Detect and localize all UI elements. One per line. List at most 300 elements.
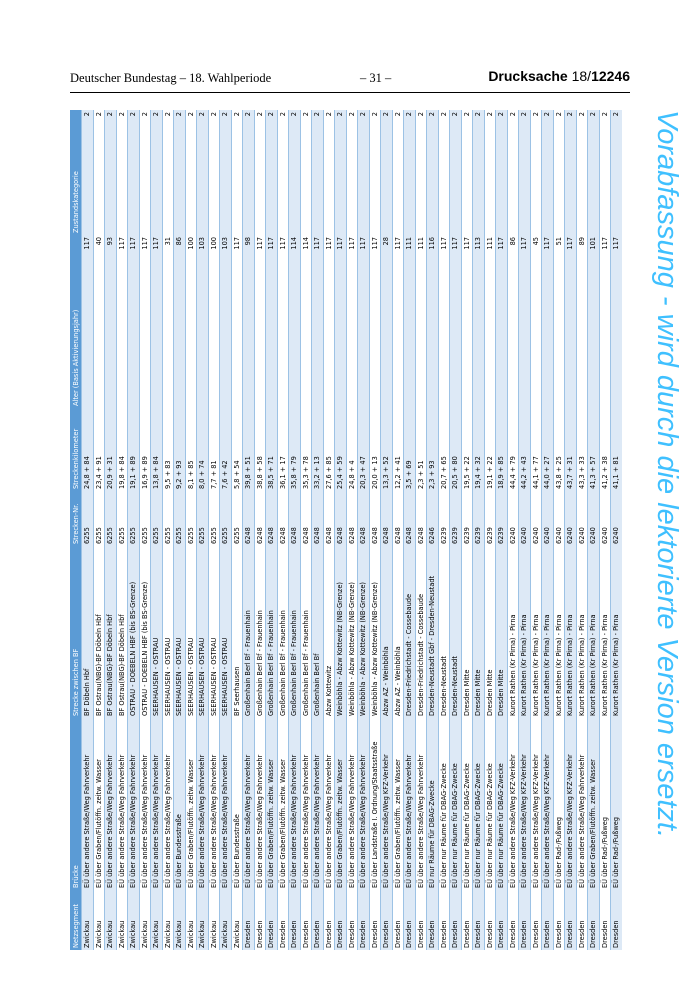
table-row [266, 110, 278, 950]
table-cell: 6255 [93, 491, 105, 546]
table-row [599, 110, 611, 950]
table-cell: Dresden [565, 890, 577, 950]
table-cell: EÜ über andere Straße/Weg Fahrverkehr [312, 718, 324, 890]
table-cell: 6248 [358, 491, 370, 546]
table-row [450, 110, 462, 950]
table-cell: Dresden [266, 890, 278, 950]
table-cell: 2 [507, 110, 519, 235]
table-cell: EÜ über Graben/Flutöffn. zeitw. Wasser [185, 718, 197, 890]
table-cell: Großenhain Berl Bf - Frauenhain [289, 546, 301, 718]
table-cell: Dresden [438, 890, 450, 950]
table-cell: 24,8 + 84 [82, 408, 94, 491]
table-cell: Dresden [277, 890, 289, 950]
table-cell: 6255 [185, 491, 197, 546]
table-cell: 117 [438, 235, 450, 408]
table-cell: Dresden Mitte [496, 546, 508, 718]
table-cell: 5,8 + 54 [231, 408, 243, 491]
table-cell: 2 [484, 110, 496, 235]
table-cell: Dresden Mitte [461, 546, 473, 718]
table-row [243, 110, 255, 950]
table-cell: Dresden [392, 890, 404, 950]
table-cell: 2 [415, 110, 427, 235]
table-cell: 117 [323, 235, 335, 408]
table-cell: 86 [174, 235, 186, 408]
table-cell: Dresden [611, 890, 623, 950]
table-cell: 41,2 + 38 [599, 408, 611, 491]
table-cell: 111 [404, 235, 416, 408]
table-cell: 2 [197, 110, 209, 235]
table-cell: Großenhain Berl Bf - Frauenhain [266, 546, 278, 718]
table-cell: 2 [346, 110, 358, 235]
table-cell: 6240 [565, 491, 577, 546]
table-cell: EÜ über andere Straße/Weg KFZ-Verkehr [530, 718, 542, 890]
table-cell: 20,7 + 65 [438, 408, 450, 491]
table-cell: 6248 [392, 491, 404, 546]
table-cell: BF Ostrau(NBG)-BF Döbeln Hbf [105, 546, 117, 718]
table-cell: Dresden [289, 890, 301, 950]
table-cell: 2 [93, 110, 105, 235]
table-cell: SEERHAUSEN - OSTRAU [220, 546, 232, 718]
table-cell: Dresden [542, 890, 554, 950]
table-cell: EÜ über andere Straße/Weg Fahrverkehr [139, 718, 151, 890]
table-cell: 2 [208, 110, 220, 235]
table-cell: EÜ über andere Straße/Weg Fahrverkehr [128, 718, 140, 890]
table-cell: 6239 [484, 491, 496, 546]
table-cell: EÜ nur Räume für DBAG-Zwecke [427, 718, 439, 890]
table-cell: EÜ über andere Straße/Weg Fahrverkehr [105, 718, 117, 890]
table-cell: BF Ostrau(NBG)-BF Döbeln Hbf [93, 546, 105, 718]
table-cell: EÜ über andere Straße/Weg Fahrverkehr [323, 718, 335, 890]
table-cell: 6239 [496, 491, 508, 546]
table-row [289, 110, 301, 950]
table-cell: 44,4 + 79 [507, 408, 519, 491]
table-row [231, 110, 243, 950]
table-container [70, 110, 622, 950]
table-cell: Dresden [323, 890, 335, 950]
table-cell: 117 [599, 235, 611, 408]
table-cell: Dresden [335, 890, 347, 950]
page-header [70, 68, 630, 88]
table-cell: 6255 [208, 491, 220, 546]
table-cell: 20,5 + 80 [450, 408, 462, 491]
table-cell: 2 [151, 110, 163, 235]
table-cell: EÜ über andere Straße/Weg Fahrverkehr [116, 718, 128, 890]
table-cell: 86 [507, 235, 519, 408]
table-row [335, 110, 347, 950]
table-cell: 6239 [461, 491, 473, 546]
table-cell: Kurort Rathen (Kr Pirna) - Pirna [553, 546, 565, 718]
table-cell: BF Döbeln Hbf [82, 546, 94, 718]
table-cell: 2 [162, 110, 174, 235]
table-row [358, 110, 370, 950]
table-cell: EÜ über andere Straße/Weg Fahrverkehr [243, 718, 255, 890]
table-cell: Kurort Rathen (Kr Pirna) - Pirna [611, 546, 623, 718]
table-row [82, 110, 94, 950]
table-cell: EÜ über andere Straße/Weg KFZ-Verkehr [519, 718, 531, 890]
table-cell: 45 [530, 235, 542, 408]
table-cell: 19,1 + 22 [484, 408, 496, 491]
header-rule [70, 92, 630, 93]
table-cell: 117 [335, 235, 347, 408]
table-cell: Kurort Rathen (Kr Pirna) - Pirna [576, 546, 588, 718]
table-cell: 100 [208, 235, 220, 408]
table-cell: 6255 [128, 491, 140, 546]
table-cell: Großenhain Berl Bf - Frauenhain [254, 546, 266, 718]
table-cell: 6248 [254, 491, 266, 546]
table-cell: Dresden [381, 890, 393, 950]
table-cell: 2 [542, 110, 554, 235]
table-cell: SEERHAUSEN - OSTRAU [208, 546, 220, 718]
table-cell: Dresden [369, 890, 381, 950]
table-cell: 6255 [197, 491, 209, 546]
table-cell: 6248 [289, 491, 301, 546]
table-cell: Dresden [404, 890, 416, 950]
table-cell: 36,1 + 17 [277, 408, 289, 491]
table-cell: EÜ über nur Räume für DBAG-Zwecke [461, 718, 473, 890]
table-cell: 43,7 + 31 [565, 408, 577, 491]
table-cell: 6240 [530, 491, 542, 546]
table-cell: 93 [105, 235, 117, 408]
table-row [105, 110, 117, 950]
table-row [588, 110, 600, 950]
table-cell: 117 [231, 235, 243, 408]
table-cell: 89 [576, 235, 588, 408]
table-cell: Dresden [530, 890, 542, 950]
table-cell: 2 [128, 110, 140, 235]
table-cell: 6240 [542, 491, 554, 546]
table-cell: 44,0 + 27 [542, 408, 554, 491]
table-row [220, 110, 232, 950]
table-cell: 116 [427, 235, 439, 408]
table-cell: 2 [530, 110, 542, 235]
table-cell: Dresden [300, 890, 312, 950]
table-row [185, 110, 197, 950]
table-cell: 2 [277, 110, 289, 235]
table-cell: Dresden [461, 890, 473, 950]
table-cell: 113 [473, 235, 485, 408]
column-header: Netzsegment [70, 890, 82, 950]
table-cell: SEERHAUSEN - OSTRAU [185, 546, 197, 718]
table-cell: 2 [553, 110, 565, 235]
table-cell: 2 [231, 110, 243, 235]
table-cell: Kurort Rathen (Kr Pirna) - Pirna [542, 546, 554, 718]
draft-watermark: Vorabfassung - wird durch die lektorierte Version ersetzt. [651, 110, 683, 839]
table-cell: 2 [185, 110, 197, 235]
table-row [208, 110, 220, 950]
table-cell: Abzw AZ - Weinböhla [392, 546, 404, 718]
table-cell: 117 [254, 235, 266, 408]
table-cell: Zwickau [162, 890, 174, 950]
table-cell: 2 [519, 110, 531, 235]
table-row [139, 110, 151, 950]
table-cell: EÜ über andere Straße/Weg Fahrverkehr [208, 718, 220, 890]
table-cell: Dresden-Friedrichstadt - Cossebaude [415, 546, 427, 718]
table-row [461, 110, 473, 950]
table-row [496, 110, 508, 950]
table-cell: 6240 [611, 491, 623, 546]
table-cell: 16,9 + 89 [139, 408, 151, 491]
table-cell: Weinböhla - Abzw Kottewitz (NB-Grenze) [369, 546, 381, 718]
table-cell: 19,5 + 22 [461, 408, 473, 491]
table-cell: Dresden [473, 890, 485, 950]
table-cell: 6255 [162, 491, 174, 546]
table-cell: 6239 [450, 491, 462, 546]
table-cell: 8,0 + 74 [197, 408, 209, 491]
table-cell: Weinböhla - Abzw Kottewitz (NB-Grenze) [346, 546, 358, 718]
table-cell: 111 [415, 235, 427, 408]
table-cell: 35,3 + 78 [300, 408, 312, 491]
column-header: Zustandskategorie [70, 110, 82, 235]
table-cell: 103 [197, 235, 209, 408]
table-row [369, 110, 381, 950]
table-cell: 6248 [277, 491, 289, 546]
table-cell: 2 [289, 110, 301, 235]
table-cell: EÜ über Graben/Flutöffn. zeitw. Wasser [266, 718, 278, 890]
table-cell: EÜ über Landstraße I. Ordnung/Staatsstraße [369, 718, 381, 890]
table-cell: 13,3 + 52 [381, 408, 393, 491]
table-row [174, 110, 186, 950]
table-cell: 2 [105, 110, 117, 235]
table-cell: 117 [450, 235, 462, 408]
table-cell: Großenhain Berl Bf [312, 546, 324, 718]
table-cell: EÜ über Rad-/Fußweg [599, 718, 611, 890]
table-cell: 117 [277, 235, 289, 408]
table-cell: 2 [427, 110, 439, 235]
table-cell: 117 [392, 235, 404, 408]
table-cell: 6240 [576, 491, 588, 546]
table-cell: Dresden-Neustadt Gbf - Dresden-Neustadt [427, 546, 439, 718]
table-cell: 2 [116, 110, 128, 235]
table-cell: Kurort Rathen (Kr Pirna) - Pirna [599, 546, 611, 718]
table-row [576, 110, 588, 950]
table-row [116, 110, 128, 950]
table-cell: 6248 [300, 491, 312, 546]
table-cell: Dresden [553, 890, 565, 950]
table-cell: EÜ über andere Straße/Weg Fahrverkehr [151, 718, 163, 890]
table-cell: EÜ über Bundesstraße [174, 718, 186, 890]
table-cell: Zwickau [220, 890, 232, 950]
table-cell: 19,8 + 84 [116, 408, 128, 491]
table-header-row [70, 110, 82, 950]
table-cell: 44,2 + 43 [519, 408, 531, 491]
table-cell: EÜ über andere Straße/Weg Fahrverkehr [576, 718, 588, 890]
table-cell: 6239 [473, 491, 485, 546]
table-cell: 117 [312, 235, 324, 408]
table-cell: Zwickau [151, 890, 163, 950]
table-cell: SEERHAUSEN - OSTRAU [162, 546, 174, 718]
table-cell: 2 [565, 110, 577, 235]
table-cell: 6255 [105, 491, 117, 546]
table-cell: 111 [484, 235, 496, 408]
column-header: Alter (Basis Aktivierungsjahr) [70, 235, 82, 408]
table-row [438, 110, 450, 950]
table-row [277, 110, 289, 950]
table-cell: SEERHAUSEN - OSTRAU [197, 546, 209, 718]
table-cell: OSTRAU - DOEBELN HBF (bis BS-Grenze) [128, 546, 140, 718]
table-row [565, 110, 577, 950]
header-publication: Deutscher Bundestag – 18. Wahlperiode [70, 71, 272, 85]
table-cell: 117 [346, 235, 358, 408]
column-header: Brücke [70, 718, 82, 890]
table-cell: 114 [300, 235, 312, 408]
table-row [507, 110, 519, 950]
table-cell: 6248 [346, 491, 358, 546]
table-cell: 117 [82, 235, 94, 408]
rotated-table-frame [70, 110, 622, 950]
table-cell: 2 [576, 110, 588, 235]
table-cell: 2 [243, 110, 255, 235]
table-row [542, 110, 554, 950]
table-row [473, 110, 485, 950]
table-cell: Dresden Mitte [484, 546, 496, 718]
table-cell: 23,4 + 91 [93, 408, 105, 491]
table-cell: 6255 [139, 491, 151, 546]
column-header: Strecken-Nr. [70, 491, 82, 546]
table-cell: 2 [300, 110, 312, 235]
table-cell: OSTRAU - DOEBELN HBF (bis BS-Grenze) [139, 546, 151, 718]
table-cell: 25,4 + 59 [335, 408, 347, 491]
table-cell: Dresden [599, 890, 611, 950]
table-cell: 117 [461, 235, 473, 408]
table-cell: Dresden [588, 890, 600, 950]
table-cell: 51 [553, 235, 565, 408]
table-cell: 6255 [231, 491, 243, 546]
document-label: Drucksache [488, 68, 568, 84]
table-cell: 43,8 + 25 [553, 408, 565, 491]
table-cell: Abzw Kottewitz [323, 546, 335, 718]
table-cell: 2 [392, 110, 404, 235]
table-cell: Zwickau [82, 890, 94, 950]
table-cell: Zwickau [116, 890, 128, 950]
table-cell: 98 [243, 235, 255, 408]
table-row [484, 110, 496, 950]
table-cell: Kurort Rathen (Kr Pirna) - Pirna [565, 546, 577, 718]
document-id: 12246 [591, 68, 630, 84]
table-cell: 38,5 + 71 [266, 408, 278, 491]
table-cell: 2 [599, 110, 611, 235]
table-cell: 2 [438, 110, 450, 235]
table-cell: Zwickau [93, 890, 105, 950]
table-cell: 27,6 + 85 [323, 408, 335, 491]
table-cell: EÜ über nur Räume für DBAG-Zwecke [496, 718, 508, 890]
table-cell: Weinböhla - Abzw Kottewitz (NB-Grenze) [358, 546, 370, 718]
table-cell: Zwickau [185, 890, 197, 950]
table-cell: Dresden-Neustadt [450, 546, 462, 718]
table-cell: EÜ über Graben/Flutöffn. zeitw. Wasser [335, 718, 347, 890]
table-cell: Kurort Rathen (Kr Pirna) - Pirna [507, 546, 519, 718]
table-cell: Dresden-Neustadt [438, 546, 450, 718]
table-cell: BF Seerhausen [231, 546, 243, 718]
table-cell: Dresden [243, 890, 255, 950]
table-cell: Großenhain Berl Bf - Frauenhain [300, 546, 312, 718]
table-cell: 6240 [599, 491, 611, 546]
column-header: Streckenkilometer [70, 408, 82, 491]
table-cell: 2 [588, 110, 600, 235]
table-cell: 2 [404, 110, 416, 235]
table-cell: Weinböhla - Abzw Kottewitz (NB-Grenze) [335, 546, 347, 718]
table-row [300, 110, 312, 950]
table-cell: Großenhain Berl Bf - Frauenhain [243, 546, 255, 718]
table-cell: SEERHAUSEN - OSTRAU [174, 546, 186, 718]
table-cell: 33,2 + 13 [312, 408, 324, 491]
table-cell: 6255 [151, 491, 163, 546]
table-cell: BF Ostrau(NBG)-BF Döbeln Hbf [116, 546, 128, 718]
table-cell: Dresden [312, 890, 324, 950]
table-cell: Dresden [507, 890, 519, 950]
table-cell: Dresden [576, 890, 588, 950]
table-cell: 6248 [266, 491, 278, 546]
table-cell: Abzw AZ - Weinböhla [381, 546, 393, 718]
table-cell: 117 [151, 235, 163, 408]
table-cell: 13,8 + 84 [151, 408, 163, 491]
table-cell: 35,8 + 79 [289, 408, 301, 491]
table-cell: EÜ über Rad-/Fußweg [611, 718, 623, 890]
table-cell: Dresden [484, 890, 496, 950]
table-row [392, 110, 404, 950]
table-cell: Zwickau [231, 890, 243, 950]
table-cell: EÜ über nur Räume für DBAG-Zwecke [438, 718, 450, 890]
table-cell: 2 [461, 110, 473, 235]
table-cell: 20,9 + 31 [105, 408, 117, 491]
table-cell: EÜ über andere Straße/Weg KFZ-Verkehr [565, 718, 577, 890]
table-row [427, 110, 439, 950]
table-cell: Zwickau [197, 890, 209, 950]
table-cell: 38,8 + 58 [254, 408, 266, 491]
table-cell: 6239 [438, 491, 450, 546]
table-cell: 9,2 + 93 [174, 408, 186, 491]
table-cell: EÜ über Graben/Flutöffn. zeitw. Wasser [392, 718, 404, 890]
table-row [381, 110, 393, 950]
table-cell: 6255 [82, 491, 94, 546]
table-cell: 101 [588, 235, 600, 408]
table-cell: EÜ über Graben/Flutöffn. zeitw. Wasser [277, 718, 289, 890]
table-cell: EÜ über Graben/Flutöffn. zeitw. Wasser [588, 718, 600, 890]
table-cell: 28 [381, 235, 393, 408]
table-cell: 12,2 + 41 [392, 408, 404, 491]
table-cell: 2 [82, 110, 94, 235]
table-row [404, 110, 416, 950]
table-cell: 6240 [553, 491, 565, 546]
table-cell: 2 [323, 110, 335, 235]
table-cell: Dresden [519, 890, 531, 950]
table-cell: 39,8 + 51 [243, 408, 255, 491]
table-cell: 18,9 + 85 [496, 408, 508, 491]
table-cell: 6248 [243, 491, 255, 546]
table-cell: 2 [174, 110, 186, 235]
table-row [93, 110, 105, 950]
table-cell: 6255 [116, 491, 128, 546]
table-cell: Dresden [496, 890, 508, 950]
table-cell: 117 [116, 235, 128, 408]
table-cell: Dresden [427, 890, 439, 950]
table-cell: 6248 [369, 491, 381, 546]
table-cell: 114 [289, 235, 301, 408]
table-cell: EÜ über andere Straße/Weg Fahrverkehr [289, 718, 301, 890]
table-cell: 43,3 + 33 [576, 408, 588, 491]
bridge-table [70, 110, 622, 950]
table-cell: EÜ über andere Straße/Weg Fahrverkehr [404, 718, 416, 890]
table-cell: 6248 [335, 491, 347, 546]
table-row [254, 110, 266, 950]
table-row [162, 110, 174, 950]
table-cell: 2 [139, 110, 151, 235]
table-cell: EÜ über andere Straße/Weg Fahrverkehr [300, 718, 312, 890]
table-cell: 2 [254, 110, 266, 235]
table-cell: 2 [496, 110, 508, 235]
table-cell: 2 [312, 110, 324, 235]
page-number: – 31 – [360, 71, 392, 85]
table-cell: 117 [542, 235, 554, 408]
